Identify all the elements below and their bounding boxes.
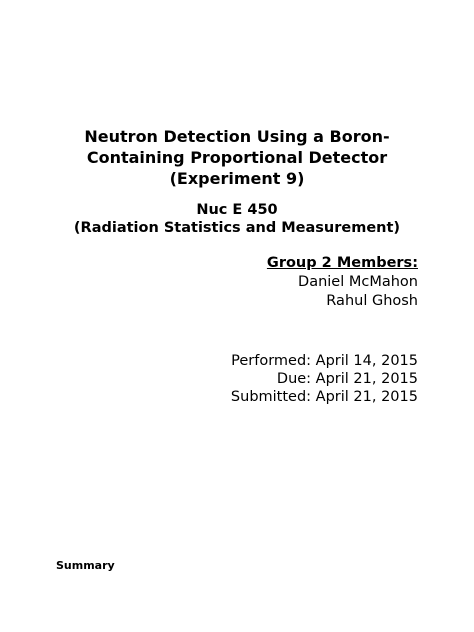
report-title xyxy=(30,126,444,189)
summary-heading: Summary xyxy=(56,559,115,572)
date-submitted: Submitted: April 21, 2015 xyxy=(230,389,418,405)
title-line-2: Containing Proportional Detector xyxy=(86,148,388,167)
title-line-3: (Experiment 9) xyxy=(169,169,305,188)
course-name: (Radiation Statistics and Measurement) xyxy=(73,220,401,236)
member-name-2: Rahul Ghosh xyxy=(326,293,418,309)
title-line-1: Neutron Detection Using a Boron- xyxy=(84,127,390,146)
date-due: Due: April 21, 2015 xyxy=(276,371,418,387)
course-code: Nuc E 450 xyxy=(196,202,278,218)
group-members xyxy=(267,254,418,311)
course-info xyxy=(30,201,444,237)
date-performed: Performed: April 14, 2015 xyxy=(231,353,418,369)
member-name-1: Daniel McMahon xyxy=(298,274,418,290)
members-heading: Group 2 Members: xyxy=(266,255,418,271)
report-dates xyxy=(231,352,418,406)
